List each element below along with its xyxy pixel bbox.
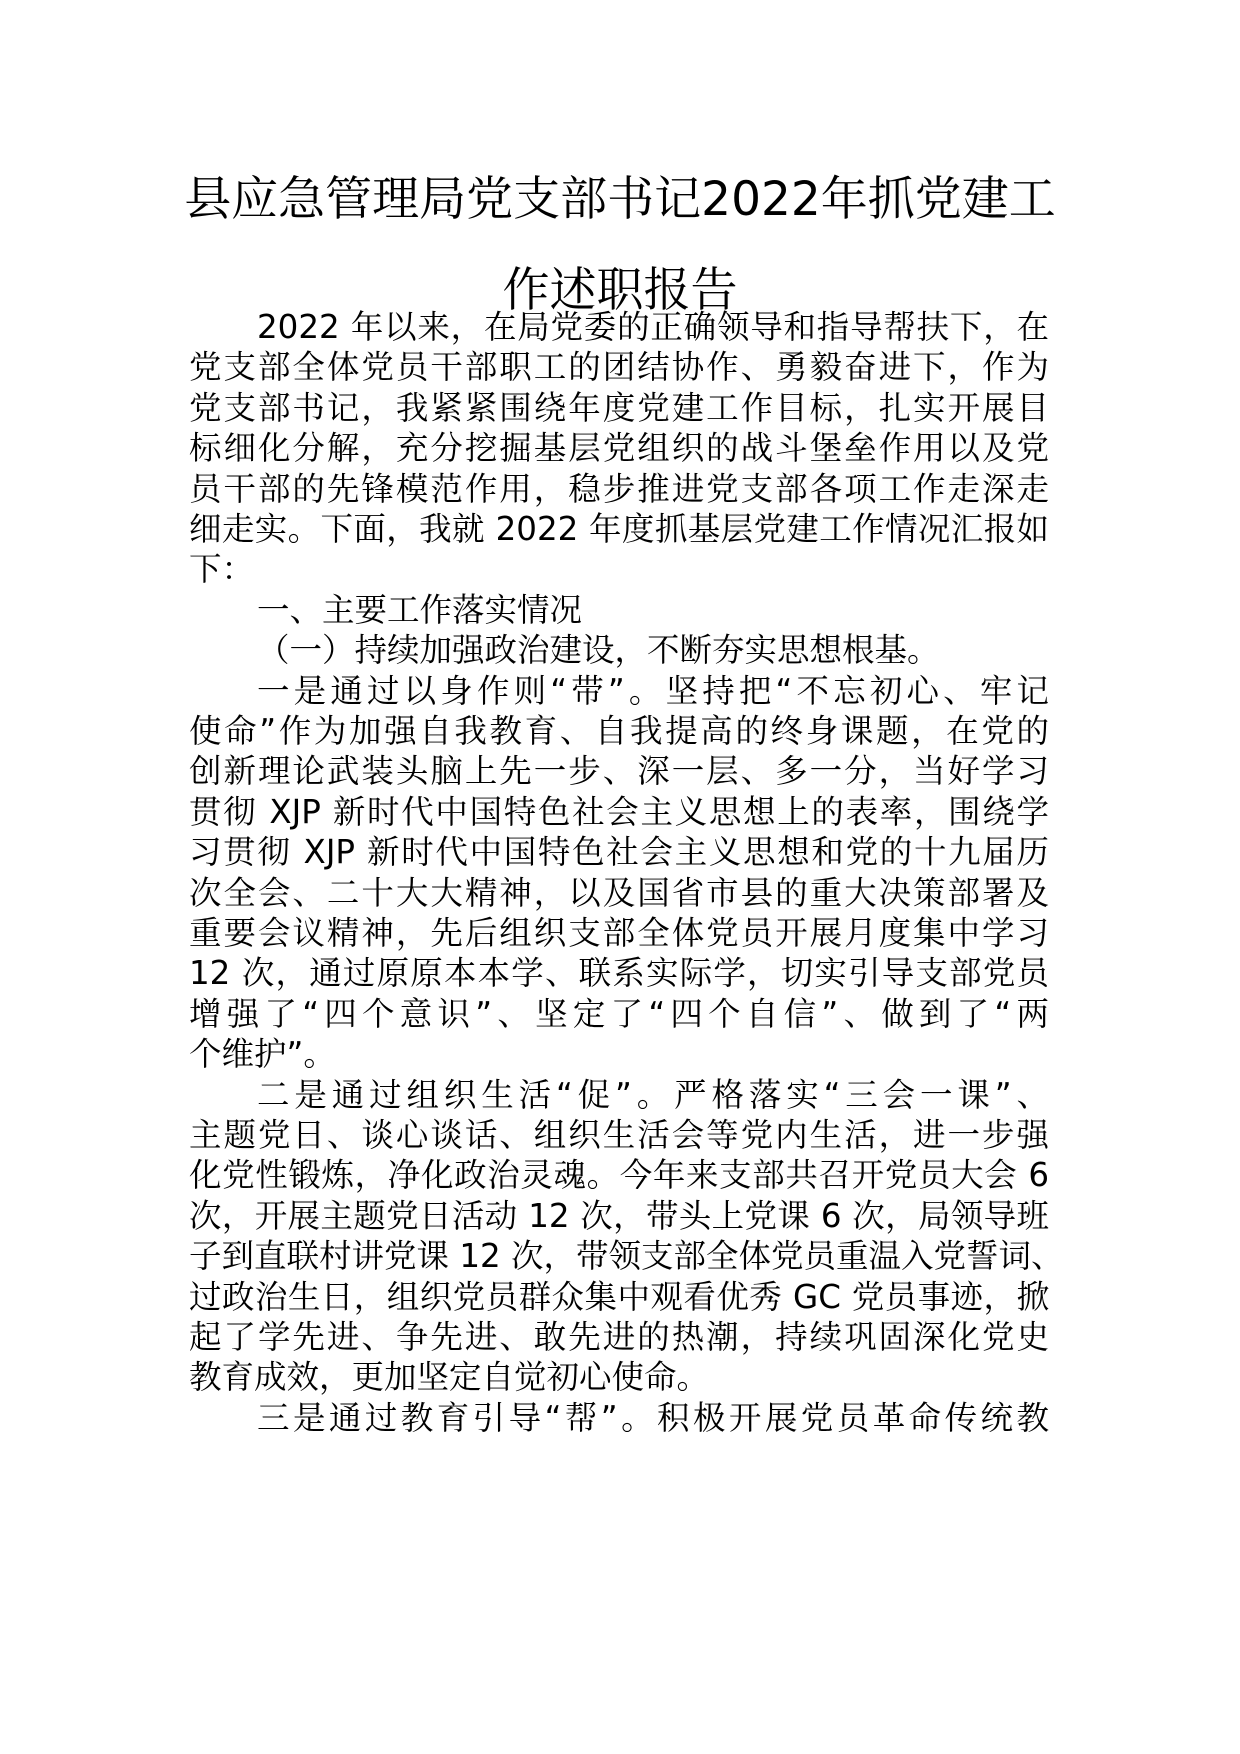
paragraph-line: 化党性锻炼，净化政治灵魂。今年来支部共召开党员大会 6 — [189, 1156, 1049, 1195]
paragraph-line: 员干部的先锋模范作用，稳步推进党支部各项工作走深走 — [189, 469, 1049, 508]
paragraph-line: 增强了“四个意识”、坚定了“四个自信”、做到了“两 — [189, 994, 1049, 1033]
paragraph-line: 主题党日、谈心谈话、组织生活会等党内生活，进一步强 — [189, 1116, 1049, 1154]
paragraph-line: 过政治生日，组织党员群众集中观看优秀 GC 党员事迹，掀 — [189, 1277, 1049, 1316]
document-title-line-1: 县应急管理局党支部书记2022年抓党建工 — [184, 172, 1056, 227]
paragraph-line: 党支部全体党员干部职工的团结协作、勇毅奋进下，作为 — [189, 348, 1049, 387]
paragraph-line: 教育成效，更加坚定自觉初心使命。 — [189, 1358, 710, 1397]
paragraph-line: 党支部书记，我紧紧围绕年度党建工作目标，扎实开展目 — [189, 388, 1049, 427]
paragraph-line: 贯彻 XJP 新时代中国特色社会主义思想上的表率，围绕学 — [189, 792, 1049, 831]
paragraph-line: 重要会议精神，先后组织支部全体党员开展月度集中学习 — [189, 914, 1049, 952]
paragraph-line: 个维护”。 — [189, 1035, 336, 1074]
paragraph-line: 三是通过教育引导“帮”。积极开展党员革命传统教 — [257, 1398, 1049, 1437]
paragraph-line: 一、主要工作落实情况 — [257, 590, 583, 629]
paragraph-line: 起了学先进、争先进、敢先进的热潮，持续巩固深化党史 — [189, 1318, 1049, 1356]
paragraph-line: 习贯彻 XJP 新时代中国特色社会主义思想和党的十九届历 — [189, 833, 1049, 872]
document-title-line-2: 作述职报告 — [502, 263, 738, 318]
paragraph-line: 子到直联村讲党课 12 次，带领支部全体党员重温入党誓词、 — [189, 1237, 1064, 1276]
paragraph-line: 次全会、二十大大精神，以及国省市县的重大决策部署及 — [189, 873, 1049, 912]
paragraph-line: 下： — [189, 550, 255, 589]
paragraph-line: （一）持续加强政治建设，不断夯实思想根基。 — [257, 631, 940, 670]
paragraph-line: 次，开展主题党日活动 12 次，带头上党课 6 次，局领导班 — [189, 1196, 1049, 1235]
paragraph-line: 创新理论武装头脑上先一步、深一层、多一分，当好学习 — [189, 752, 1049, 791]
paragraph-line: 2022 年以来，在局党委的正确领导和指导帮扶下，在 — [257, 308, 1049, 346]
paragraph-line: 标细化分解，充分挖掘基层党组织的战斗堡垒作用以及党 — [189, 429, 1049, 468]
paragraph-line: 使命”作为加强自我教育、自我提高的终身课题，在党的 — [189, 712, 1049, 750]
paragraph-line: 二是通过组织生活“促”。严格落实“三会一课”、 — [257, 1075, 1049, 1114]
paragraph-line: 一是通过以身作则“带”。坚持把“不忘初心、牢记 — [257, 671, 1049, 710]
paragraph-line: 细走实。下面，我就 2022 年度抓基层党建工作情况汇报如 — [189, 510, 1049, 548]
paragraph-line: 12 次，通过原原本本学、联系实际学，切实引导支部党员 — [189, 954, 1049, 993]
